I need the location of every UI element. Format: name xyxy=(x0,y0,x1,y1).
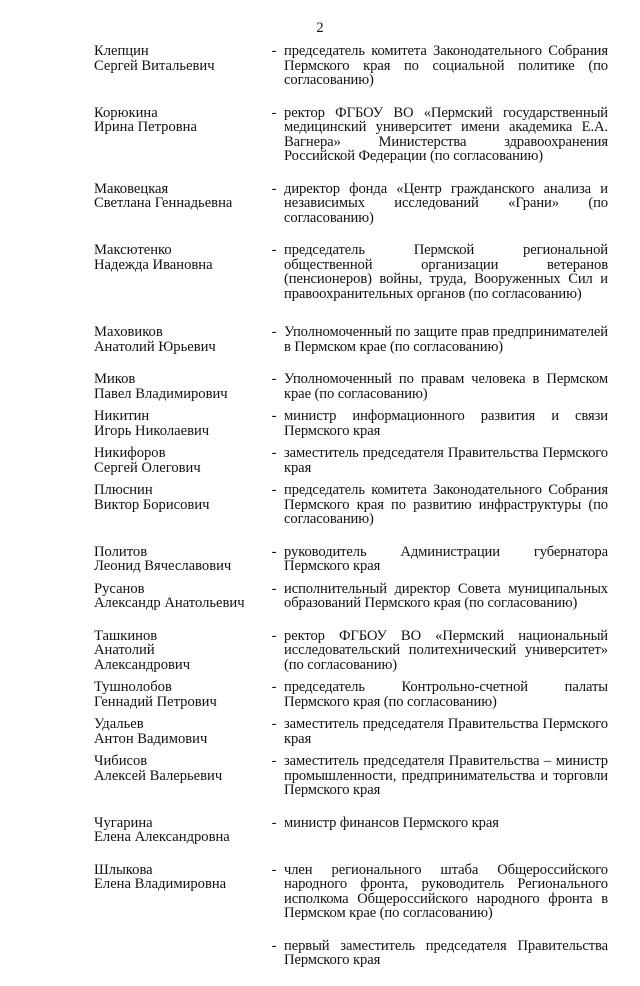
dash-separator: - xyxy=(271,814,277,831)
member-name xyxy=(94,44,264,73)
member-role: председатель комитета Законодательного Собрания Пермского края по развитию инфраструктуры (по согласованию) xyxy=(284,482,608,527)
member-given-name: Сергей Олегович xyxy=(94,459,201,476)
member-surname: Никитин xyxy=(94,408,150,424)
member-given-name: Анатолий xyxy=(94,642,155,658)
member-given-name: Алексей Валерьевич xyxy=(94,767,223,784)
dash-separator: - xyxy=(271,627,277,644)
member-given-name: Виктор Борисович xyxy=(94,496,210,513)
list-item xyxy=(94,754,614,798)
member-patronymic: Александрович xyxy=(94,656,191,673)
member-surname: Клепцин xyxy=(94,43,149,59)
member-role: исполнительный директор Совета муниципальных образований Пермского края (по согласованию) xyxy=(284,580,608,611)
member-role: министр информационного развития и связи Пермского края xyxy=(284,408,608,439)
member-surname: Плюснин xyxy=(94,482,153,498)
list-item xyxy=(94,106,614,164)
member-given-name: Геннадий Петрович xyxy=(94,693,217,710)
member-role: председатель комитета Законодательного Собрания Пермского края по социальной политике (по согласованию) xyxy=(284,43,608,88)
dash-separator: - xyxy=(271,580,277,597)
member-given-name: Игорь Николаевич xyxy=(94,422,210,439)
list-item xyxy=(94,717,614,746)
list-item xyxy=(94,182,614,226)
list-item xyxy=(94,582,614,611)
dash-separator: - xyxy=(271,679,277,695)
member-surname: Маковецкая xyxy=(94,180,169,197)
dash-separator: - xyxy=(271,937,277,954)
member-given-name: Елена Владимировна xyxy=(94,876,227,892)
member-given-name: Сергей Витальевич xyxy=(94,57,215,74)
member-name xyxy=(94,483,264,512)
member-given-name: Анатолий Юрьевич xyxy=(94,338,216,355)
member-name xyxy=(94,717,264,746)
page-number: 2 xyxy=(316,20,324,36)
member-given-name: Леонид Вячеславович xyxy=(94,558,232,574)
list-item xyxy=(94,446,614,475)
member-surname: Корюкина xyxy=(94,104,158,121)
member-name xyxy=(94,446,264,475)
member-role: заместитель председателя Правительства Пермского края xyxy=(284,445,608,476)
member-name xyxy=(94,409,264,438)
dash-separator: - xyxy=(271,180,277,197)
list-item xyxy=(94,372,614,401)
list-item xyxy=(94,44,614,88)
member-name xyxy=(94,243,264,272)
member-role: Уполномоченный по правам человека в Пермском крае (по согласованию) xyxy=(284,371,608,402)
member-given-name: Елена Александровна xyxy=(94,829,230,845)
member-given-name: Павел Владимирович xyxy=(94,385,228,402)
member-role: министр финансов Пермского края xyxy=(284,814,499,831)
member-given-name: Антон Вадимович xyxy=(94,730,208,747)
member-role: ректор ФГБОУ ВО «Пермский государственный медицинский университет имени академика Е.А. Вагнера» Министерства здравоохранения Российской Федерации (по согласованию) xyxy=(284,104,608,164)
member-role: Уполномоченный по защите прав предпринимателей в Пермском крае (по согласованию) xyxy=(284,324,609,355)
member-name xyxy=(94,816,264,845)
member-name xyxy=(94,545,264,574)
list-item xyxy=(94,545,614,574)
member-surname: Политов xyxy=(94,543,148,560)
list-item xyxy=(94,409,614,438)
dash-separator: - xyxy=(271,242,277,258)
list-item xyxy=(94,680,614,709)
member-role: председатель Контрольно-счетной палаты Пермского края (по согласованию) xyxy=(284,679,608,710)
list-item xyxy=(94,325,614,354)
list-item xyxy=(94,629,614,673)
member-name xyxy=(94,629,264,673)
member-surname: Тушнолобов xyxy=(94,679,172,695)
member-role: руководитель Администрации губернатора Пермского края xyxy=(284,543,608,574)
member-given-name: Ирина Петровна xyxy=(94,119,197,135)
member-role: заместитель председателя Правительства Пермского края xyxy=(284,716,608,747)
dash-separator: - xyxy=(271,753,277,769)
member-given-name: Светлана Геннадьевна xyxy=(94,195,233,211)
list-item xyxy=(94,243,614,301)
member-name xyxy=(94,582,264,611)
member-name xyxy=(94,754,264,783)
member-given-name: Надежда Ивановна xyxy=(94,256,213,273)
member-role: заместитель председателя Правительства – министр промышленности, предпринимательства и торговли Пермского края xyxy=(284,753,608,798)
member-name xyxy=(94,182,264,211)
member-name xyxy=(94,863,264,892)
member-surname: Русанов xyxy=(94,580,145,597)
member-surname: Чибисов xyxy=(94,753,148,769)
member-list xyxy=(94,44,614,986)
dash-separator: - xyxy=(271,324,277,340)
list-item xyxy=(94,816,614,845)
member-surname: Маховиков xyxy=(94,324,163,340)
dash-separator: - xyxy=(271,445,277,461)
dash-separator: - xyxy=(271,482,277,498)
dash-separator: - xyxy=(271,861,277,878)
list-item xyxy=(94,483,614,527)
member-role: первый заместитель председателя Правительства Пермского края xyxy=(284,937,608,968)
member-surname: Шлыкова xyxy=(94,861,153,878)
member-name xyxy=(94,325,264,354)
dash-separator: - xyxy=(271,408,277,424)
member-name xyxy=(94,372,264,401)
member-given-name: Александр Анатольевич xyxy=(94,595,245,611)
member-surname: Ташкинов xyxy=(94,627,158,644)
member-role: ректор ФГБОУ ВО «Пермский национальный исследовательский политехнический университет» (по согласованию) xyxy=(284,627,608,673)
member-role: член регионального штаба Общероссийского народного фронта, руководитель Регионального исполкома Общероссийского народного фронта в Пермском крае (по согласованию) xyxy=(284,861,608,921)
member-role: председатель Пермской региональной общественной организации ветеранов (пенсионеров) войны, труда, Вооруженных Сил и правоохранительных органов (по согласованию) xyxy=(284,242,608,302)
member-role: директор фонда «Центр гражданского анализа и независимых исследований «Грани» (по согласованию) xyxy=(284,180,608,226)
dash-separator: - xyxy=(271,716,277,732)
dash-separator: - xyxy=(271,543,277,560)
member-surname: Чугарина xyxy=(94,814,153,831)
list-item xyxy=(94,863,614,921)
dash-separator: - xyxy=(271,43,277,59)
member-surname: Удальев xyxy=(94,716,144,732)
member-surname: Никифоров xyxy=(94,445,166,461)
dash-separator: - xyxy=(271,371,277,387)
member-surname: Максютенко xyxy=(94,242,172,258)
dash-separator: - xyxy=(271,104,277,121)
list-item xyxy=(94,939,614,968)
member-surname: Миков xyxy=(94,371,136,387)
member-name xyxy=(94,106,264,135)
member-name xyxy=(94,680,264,709)
